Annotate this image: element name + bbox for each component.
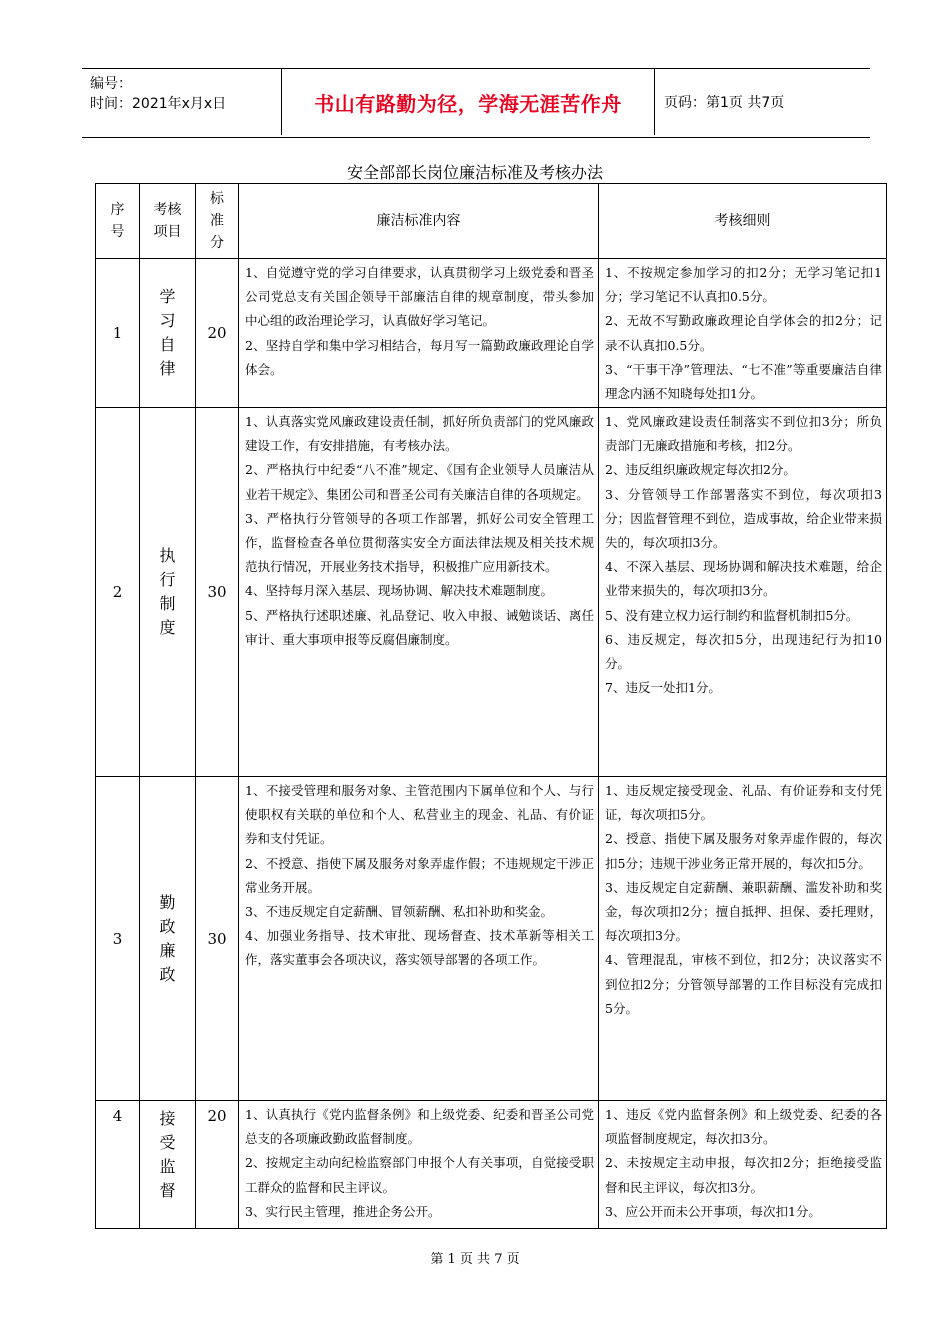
rule-clause: 2、无故不写勤政廉政理论自学体会的扣2分；记录不认真扣0.5分。 [605,313,882,353]
table-row [96,408,887,777]
row-rules [599,777,887,1101]
header-motto: 书山有路勤为径，学海无涯苦作舟 [281,69,655,135]
standard-clause: 2、严格执行中纪委“八不准”规定、《国有企业领导人员廉洁从业若干规定》、集团公司和晋圣公司有关廉洁自律的各项规定。 [245,462,594,502]
table-row [96,777,887,1101]
standard-clause: 4、加强业务指导、技术审批、现场督查、技术革新等相关工作，落实董事会各项决议，落实领导部署的各项工作。 [245,928,594,968]
rule-clause: 3、分管领导工作部署落实不到位，每次项扣3分；因监督管理不到位，造成事故，给企业带来损失的，每次项扣3分。 [605,486,882,551]
row-item-text: 执行制度 [159,546,176,637]
rule-clause: 4、不深入基层、现场协调和解决技术难题，给企业带来损失的，每次项扣3分。 [605,559,882,599]
page-footer: 第 1 页 共 7 页 [430,1252,520,1267]
row-rules [599,259,887,408]
row-seq: 4 [96,1101,140,1229]
row-rules [599,1101,887,1229]
standard-clause: 2、按规定主动向纪检监察部门申报个人有关事项，自觉接受职工群众的监督和民主评议。 [245,1155,594,1195]
rule-clause: 2、授意、指使下属及服务对象弄虚作假的，每次扣5分；违规干涉业务正常开展的，每次扣5分。 [605,831,882,871]
row-item-text: 学习自律 [159,287,176,378]
table-row [96,259,887,408]
row-standard [239,1101,599,1229]
header-item [140,184,196,259]
header-meta [82,69,280,137]
document-title: 安全部部长岗位廉洁标准及考核办法 [346,163,603,182]
table-row [96,1101,887,1229]
row-score: 30 [196,777,239,1101]
header-rules: 考核细则 [599,184,887,259]
rule-clause: 1、违反规定接受现金、礼品、有价证券和支付凭证，每次项扣5分。 [605,783,882,823]
standard-clause: 2、不授意、指使下属及服务对象弄虚作假；不违规规定干涉正常业务开展。 [245,855,594,895]
standard-clause: 4、坚持每月深入基层、现场协调、解决技术难题制度。 [245,583,553,599]
rule-clause: 1、党风廉政建设责任制落实不到位扣3分；所负责部门无廉政措施和考核，扣2分。 [605,414,882,454]
page-header [82,68,870,138]
document-number: 编号： [90,76,132,92]
standard-clause: 2、坚持自学和集中学习相结合，每月写一篇勤政廉政理论自学体会。 [245,337,594,377]
assessment-table [95,183,887,1229]
standard-clause: 1、不接受管理和服务对象、主管范围内下属单位和个人、与行使职权有关联的单位和个人、私营业主的现金、礼品、有价证券和支付凭证。 [245,783,594,847]
row-seq: 1 [96,259,140,408]
header-seq-text: 序号 [110,202,125,240]
header-score-text: 标准分 [210,191,224,251]
row-item-text: 接受监督 [159,1109,176,1200]
rule-clause: 3、违反规定自定薪酬、兼职薪酬、滥发补助和奖金，每次项扣2分；擅自抵押、担保、委托理财，每次项扣3分。 [605,879,882,944]
header-item-text: 考核项目 [153,202,182,240]
rule-clause: 3、应公开而未公开事项，每次扣1分。 [605,1203,821,1219]
rule-clause: 2、未按规定主动申报，每次扣2分；拒绝接受监督和民主评议，每次扣3分。 [605,1155,882,1195]
rule-clause: 2、违反组织廉政规定每次扣2分。 [605,462,796,478]
row-item [140,777,196,1101]
standard-clause: 1、认真落实党风廉政建设责任制，抓好所负责部门的党风廉政建设工作，有安排措施，有考核办法。 [245,414,594,454]
standard-clause: 3、不违反规定自定薪酬、冒领薪酬、私扣补助和奖金。 [245,904,553,920]
row-standard [239,408,599,777]
rule-clause: 1、不按规定参加学习的扣2分；无学习笔记扣1分；学习笔记不认真扣0.5分。 [605,265,882,305]
row-rules [599,408,887,777]
header-seq [96,184,140,259]
row-score: 30 [196,408,239,777]
row-score: 20 [196,259,239,408]
standard-clause: 1、自觉遵守党的学习自律要求，认真贯彻学习上级党委和晋圣公司党总支有关国企领导干部廉洁自律的规章制度，带头参加中心组的政治理论学习，认真做好学习笔记。 [245,265,594,329]
standard-clause: 3、严格执行分管领导的各项工作部署，抓好公司安全管理工作，监督检查各单位贯彻落实安全方面法律法规及相关技术规范执行情况，开展业务技术指导，积极推广应用新技术。 [245,510,594,575]
rule-clause: 7、违反一处扣1分。 [605,680,721,696]
header-page-info: 页码：第1页 共7页 [664,95,785,111]
rule-clause: 1、违反《党内监督条例》和上级党委、纪委的各项监督制度规定，每次扣3分。 [605,1107,882,1147]
standard-clause: 1、认真执行《党内监督条例》和上级党委、纪委和晋圣公司党总支的各项廉政勤政监督制度。 [245,1107,594,1147]
rule-clause: 5、没有建立权力运行制约和监督机制扣5分。 [605,607,859,623]
row-item [140,1101,196,1229]
row-seq: 2 [96,408,140,777]
rule-clause: 3、“干事干净”管理法、“七不准”等重要廉洁自律理念内涵不知晓每处扣1分。 [605,361,882,402]
row-item-text: 勤政廉政 [159,892,176,984]
header-score [196,184,239,259]
standard-clause: 3、实行民主管理，推进企务公开。 [245,1203,441,1219]
row-standard [239,777,599,1101]
row-score: 20 [196,1101,239,1229]
row-standard [239,259,599,408]
row-item [140,259,196,408]
header-standard: 廉洁标准内容 [239,184,599,259]
table-header-row [96,184,887,259]
rule-clause: 6、违反规定，每次扣5分，出现违纪行为扣10分。 [605,631,882,672]
standard-clause: 5、严格执行述职述廉、礼品登记、收入申报、诫勉谈话、离任审计、重大事项申报等反腐倡廉制度。 [245,607,594,647]
row-item [140,408,196,777]
rule-clause: 4、管理混乱，审核不到位，扣2分；决议落实不到位扣2分；分管领导部署的工作目标没有完成扣5分。 [605,952,882,1016]
document-date: 时间：2021年x月x日 [90,96,227,112]
row-seq: 3 [96,777,140,1101]
